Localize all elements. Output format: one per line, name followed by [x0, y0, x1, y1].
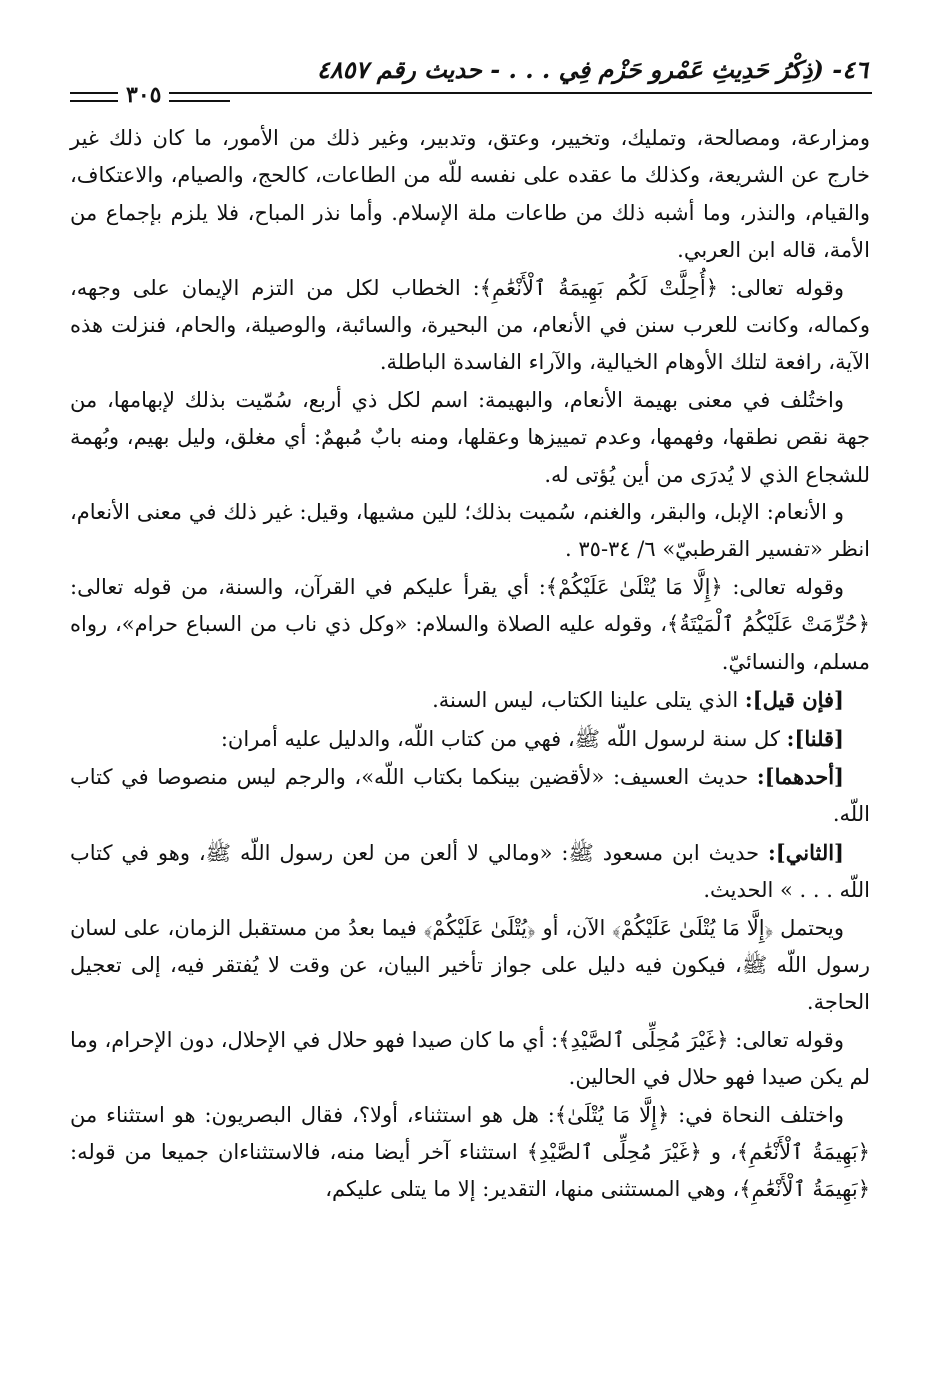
paragraph [70, 494, 870, 569]
paragraph [70, 758, 870, 834]
paragraph-text: وقوله تعالى: ﴿إِلَّا مَا يُتْلَىٰ عَلَيْكُمْ﴾: أي يقرأ عليكم في القرآن، والسنة، من قوله تعالى: ﴿حُرِّمَتْ عَلَيْكُمُ ٱلْمَيْتَةُ﴾، وقوله عليه الصلاة والسلام: «وكل ذي ناب من السباع حرام»، رواه مسلم، والنسائيّ. [70, 574, 870, 674]
page-number: ٣٠٥ [118, 80, 169, 110]
paragraph [70, 910, 870, 1022]
paragraph-text: ومزارعة، ومصالحة، وتمليك، وتخيير، وعتق، وتدبير، وغير ذلك من الأمور، ما كان ذلك غير خارج عن الشريعة، وكذلك ما عقده على نفسه للّه من الطاعات، كالحج، والصيام، والاعتكاف، والقيام، والنذر، وما أشبه ذلك من طاعات ملة الإسلام. وأما نذر المباح، فلا يلزم بإجماع من الأمة، قاله ابن العربي. [70, 126, 870, 263]
paragraph-text: حديث ابن مسعود ﷺ: «ومالي لا ألعن من لعن رسول اللّه ﷺ، وهو في كتاب اللّه . . . » الحديث. [70, 840, 870, 903]
paragraph-text: كل سنة لرسول اللّه ﷺ، فهي من كتاب اللّه، والدليل عليه أمران: [220, 726, 787, 751]
paragraph-text: حديث العسيف: «لأقضين بينكما بكتاب اللّه»، والرجم ليس منصوصا في كتاب اللّه. [70, 764, 870, 827]
paragraph [70, 569, 870, 681]
paragraph [70, 681, 870, 719]
paragraph-label: [قلنا]: [786, 725, 844, 751]
paragraph [70, 382, 870, 494]
body-text [70, 120, 870, 1209]
paragraph [70, 1022, 870, 1097]
paragraph [70, 1097, 870, 1209]
paragraph-label: [فإن قيل]: [744, 687, 844, 713]
paragraph-text: ويحتمل ﴿إِلَّا مَا يُتْلَىٰ عَلَيْكُمْ﴾ الآن، أو ﴿يُتْلَىٰ عَلَيْكُمْ﴾ فيما بعدُ من مستقبل الزمان، على لسان رسول اللّه ﷺ، فيكون فيه دليل على جواز تأخير البيان، عن وقت لا يُفتقر فيه، إلى تعجيل الحاجة. [70, 915, 870, 1015]
paragraph-label: [الثاني]: [768, 839, 844, 865]
paragraph-text: وقوله تعالى: ﴿أُحِلَّتْ لَكُم بَهِيمَةُ ٱلْأَنْعَٰمِ﴾: الخطاب لكل من التزم الإيمان على وجهه، وكماله، وكانت للعرب سنن في الأنعام، من البحيرة، والسائبة، والوصيلة، والحام، فنزلت هذه الآية، رافعة لتلك الأوهام الخيالية، والآراء الفاسدة الباطلة. [70, 275, 870, 375]
paragraph [70, 120, 870, 270]
paragraph-text: واختلف النحاة في: ﴿إِلَّا مَا يُتْلَىٰ﴾: هل هو استثناء، أولا؟، فقال البصريون: هو استثناء من ﴿بَهِيمَةُ ٱلْأَنْعَٰمِ﴾، و ﴿غَيْرَ مُحِلِّى ٱلصَّيْدِ﴾ استثناء آخر أيضا منه، فالاستثناءان جميعا من قوله: ﴿بَهِيمَةُ ٱلْأَنْعَٰمِ﴾، وهي المستثنى منها، التقدير: إلا ما يتلى عليكم، [70, 1102, 870, 1202]
paragraph-text: و الأنعام: الإبل، والبقر، والغنم، سُميت بذلك؛ للين مشيها، وقيل: غير ذلك في معنى الأنعام، انظر «تفسير القرطبيّ» ٦/ ٣٤-٣٥ . [70, 500, 870, 562]
running-header: ٤٦- (ذِكْرُ حَدِيثِ عَمْرو حَزْم فِي . . . - حديث رقم ٤٨٥٧ [316, 55, 868, 84]
page-number-box [70, 80, 230, 110]
paragraph-text: واختُلف في معنى بهيمة الأنعام، والبهيمة: اسم لكل ذي أربع، سُمّيت بذلك لإبهامها، من جهة نقص نطقها، وفهمها، وعدم تمييزها وعقلها، ومنه بابٌ مُبهمٌ: أي مغلق، وليل بهيم، وبُهمة للشجاع الذي لا يُدرَى من أين يُؤتى له. [70, 387, 870, 487]
paragraph-text: الذي يتلى علينا الكتاب، ليس السنة. [432, 688, 745, 713]
paragraph [70, 270, 870, 382]
paragraph-text: وقوله تعالى: ﴿غَيْرَ مُحِلِّى ٱلصَّيْدِ﴾: أي ما كان صيدا فهو حلال في الإحلال، دون الإحرام، وما لم يكن صيدا فهو حلال في الحالين. [70, 1027, 870, 1090]
paragraph [70, 834, 870, 910]
paragraph [70, 720, 870, 758]
header-rule [228, 92, 872, 94]
paragraph-label: [أحدهما]: [756, 763, 844, 789]
